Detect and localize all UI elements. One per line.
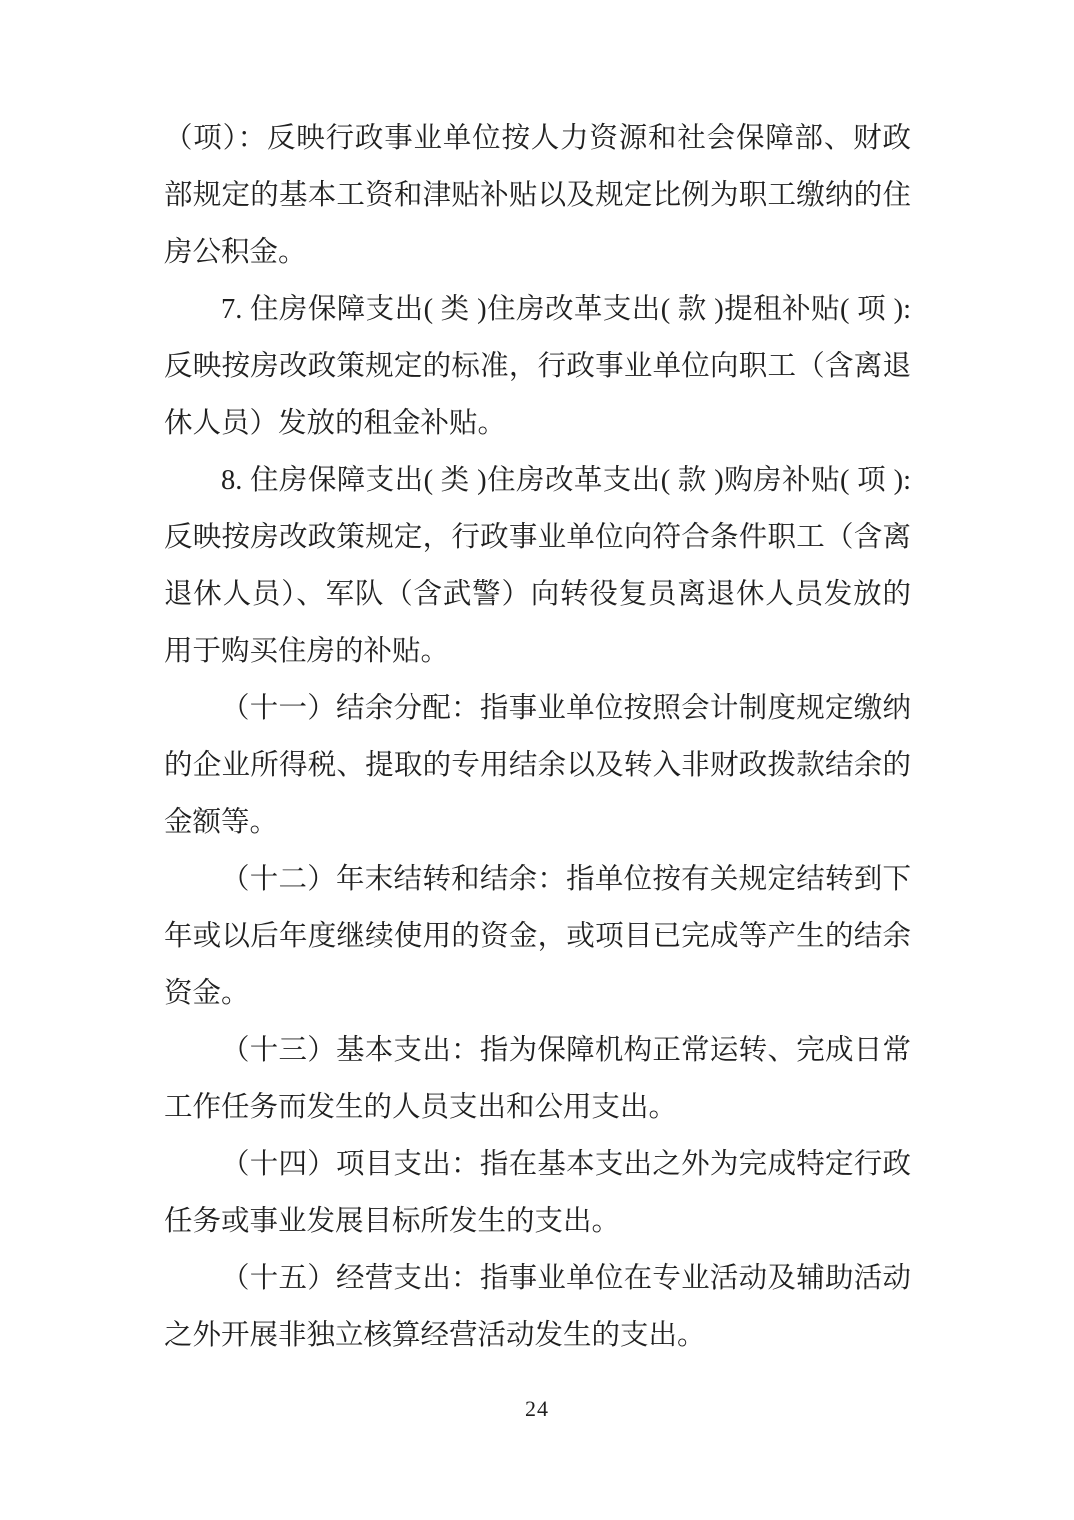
paragraph-item-7-rent-subsidy: 7. 住房保障支出( 类 )住房改革支出( 款 )提租补贴( 项 ):反映按房改政策规定的标准，行政事业单位向职工（含离退休人员）发放的租金补贴。 — [164, 294, 911, 439]
paragraph-item-8-purchase-subsidy: 8. 住房保障支出( 类 )住房改革支出( 款 )购房补贴( 项 ):反映按房改政策规定，行政事业单位向符合条件职工（含离退休人员）、军队（含武警）向转役复员离退休人员发放的用于购买住房的补贴。 — [164, 465, 911, 667]
paragraph-item-11-surplus-distribution: （十一）结余分配：指事业单位按照会计制度规定缴纳的企业所得税、提取的专用结余以及转入非财政拨款结余的金额等。 — [164, 693, 911, 838]
paragraph-item-14-project-expenditure: （十四）项目支出：指在基本支出之外为完成特定行政任务或事业发展目标所发生的支出。 — [164, 1149, 911, 1237]
paragraph-item-15-operating-expenditure: （十五）经营支出：指事业单位在专业活动及辅助活动之外开展非独立核算经营活动发生的支出。 — [164, 1263, 911, 1351]
document-body — [164, 110, 911, 1364]
paragraph-housing-fund-continuation: （项）：反映行政事业单位按人力资源和社会保障部、财政部规定的基本工资和津贴补贴以及规定比例为职工缴纳的住房公积金。 — [164, 123, 911, 268]
page-number: 24 — [525, 1396, 549, 1421]
paragraph-item-13-basic-expenditure: （十三）基本支出：指为保障机构正常运转、完成日常工作任务而发生的人员支出和公用支出。 — [164, 1035, 911, 1123]
paragraph-item-12-year-end-carryover: （十二）年末结转和结余：指单位按有关规定结转到下年或以后年度继续使用的资金，或项目已完成等产生的结余资金。 — [164, 864, 911, 1009]
page-footer — [0, 1396, 1074, 1422]
